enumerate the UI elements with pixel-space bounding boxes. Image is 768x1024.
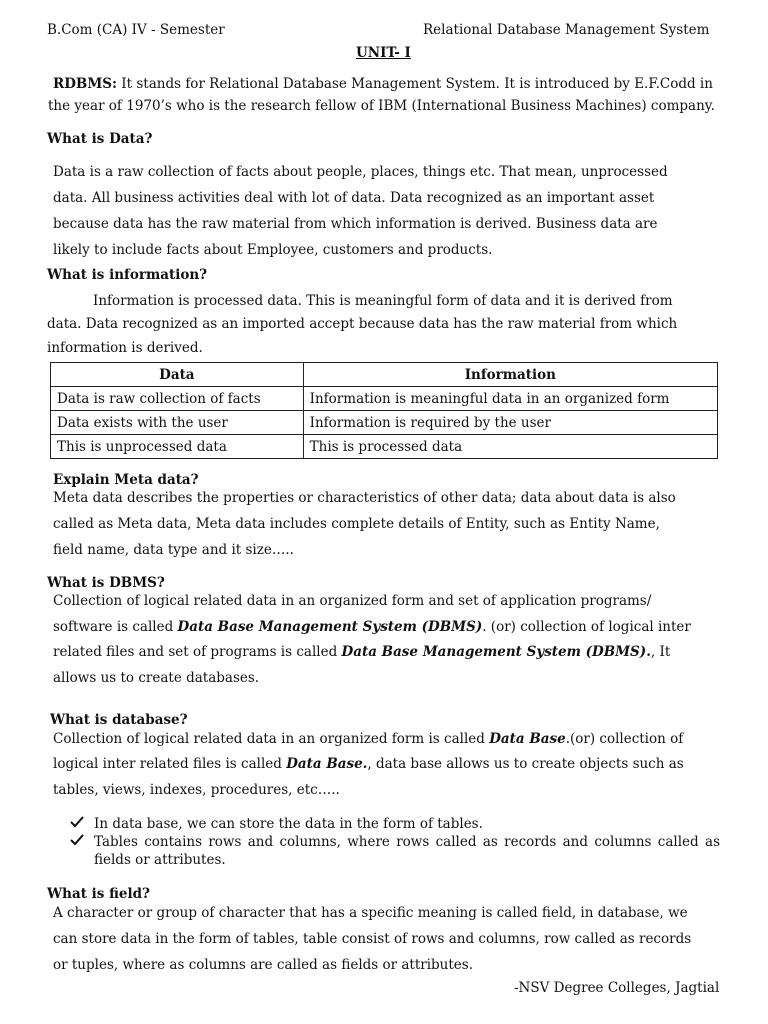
data-line-2: data. All business activities deal with lot of data. Data recognized as an important asset	[53, 190, 655, 206]
header-subject: Relational Database Management System	[423, 22, 710, 38]
field-line-1: A character or group of character that has a specific meaning is called field, in database, we	[53, 905, 688, 921]
dbms-term: Data Base Management System (DBMS).	[341, 644, 651, 660]
table-header-information: Information	[303, 363, 717, 387]
database-text: logical inter related files is called	[53, 756, 287, 772]
header-course: B.Com (CA) IV - Semester	[47, 22, 225, 38]
bullet-text: Tables contains rows and columns, where rows called as records and columns called as fields or attributes.	[94, 834, 720, 868]
dbms-line-1: Collection of logical related data in an organized form and set of application programs/	[53, 593, 652, 609]
data-line-1: Data is a raw collection of facts about people, places, things etc. That mean, unprocessed	[53, 164, 668, 180]
database-term: Data Base	[489, 731, 566, 747]
checkmark-icon	[70, 833, 84, 847]
metadata-heading: Explain Meta data?	[53, 472, 199, 488]
database-heading: What is database?	[50, 712, 188, 728]
table-cell: Information is meaningful data in an organized form	[303, 387, 717, 411]
database-line-3: tables, views, indexes, procedures, etc…..	[53, 782, 340, 798]
information-line-3: information is derived.	[47, 340, 203, 356]
dbms-line-4: allows us to create databases.	[53, 670, 260, 686]
database-text: Collection of logical related data in an organized form is called	[53, 731, 490, 747]
database-text: , data base allows us to create objects such as	[367, 756, 684, 772]
table-cell: Information is required by the user	[303, 411, 717, 435]
data-line-4: likely to include facts about Employee, customers and products.	[53, 242, 493, 258]
dbms-heading: What is DBMS?	[47, 575, 165, 591]
table-row	[51, 387, 718, 411]
metadata-line-2: called as Meta data, Meta data includes complete details of Entity, such as Entity Name,	[53, 516, 660, 532]
table-row	[51, 435, 718, 459]
bullet-text: In data base, we can store the data in the form of tables.	[94, 816, 483, 832]
rdbms-line-2: the year of 1970’s who is the research fellow of IBM (International Business Machines) company.	[48, 98, 715, 114]
information-line-1: Information is processed data. This is meaningful form of data and it is derived from	[93, 293, 673, 309]
table-cell: Data is raw collection of facts	[51, 387, 304, 411]
dbms-text: . (or) collection of logical inter	[482, 619, 691, 635]
checkmark-icon	[70, 815, 84, 829]
dbms-line-2	[53, 619, 691, 635]
data-line-3: because data has the raw material from which information is derived. Business data are	[53, 216, 658, 232]
table-header-data: Data	[51, 363, 304, 387]
dbms-text: , It	[650, 644, 671, 660]
metadata-line-3: field name, data type and it size…..	[53, 542, 294, 558]
list-item	[70, 833, 720, 869]
field-heading: What is field?	[47, 886, 150, 902]
dbms-term: Data Base Management System (DBMS)	[177, 619, 483, 635]
data-heading: What is Data?	[47, 131, 153, 147]
table-header-row	[51, 363, 718, 387]
dbms-text: software is called	[53, 619, 178, 635]
dbms-text: related files and set of programs is called	[53, 644, 342, 660]
database-line-2	[53, 756, 684, 772]
table-cell: Data exists with the user	[51, 411, 304, 435]
rdbms-text-1: It stands for Relational Database Management System. It is introduced by E.F.Codd in	[117, 76, 713, 92]
information-line-2: data. Data recognized as an imported accept because data has the raw material from which	[47, 316, 678, 332]
rdbms-line-1	[53, 76, 713, 92]
table-row	[51, 411, 718, 435]
data-vs-information-table	[50, 362, 718, 459]
rdbms-label: RDBMS:	[53, 76, 118, 92]
dbms-line-3	[53, 644, 670, 660]
field-line-3: or tuples, where as columns are called as fields or attributes.	[53, 957, 474, 973]
database-text: .(or) collection of	[565, 731, 684, 747]
table-cell: This is unprocessed data	[51, 435, 304, 459]
database-line-1	[53, 731, 683, 747]
field-line-2: can store data in the form of tables, table consist of rows and columns, row called as records	[53, 931, 692, 947]
metadata-line-1: Meta data describes the properties or characteristics of other data; data about data is also	[53, 490, 676, 506]
list-item	[70, 815, 720, 833]
table-cell: This is processed data	[303, 435, 717, 459]
information-heading: What is information?	[47, 267, 208, 283]
database-term: Data Base.	[286, 756, 368, 772]
unit-title: UNIT- I	[356, 45, 411, 61]
footer-credit: -NSV Degree Colleges, Jagtial	[514, 980, 720, 996]
